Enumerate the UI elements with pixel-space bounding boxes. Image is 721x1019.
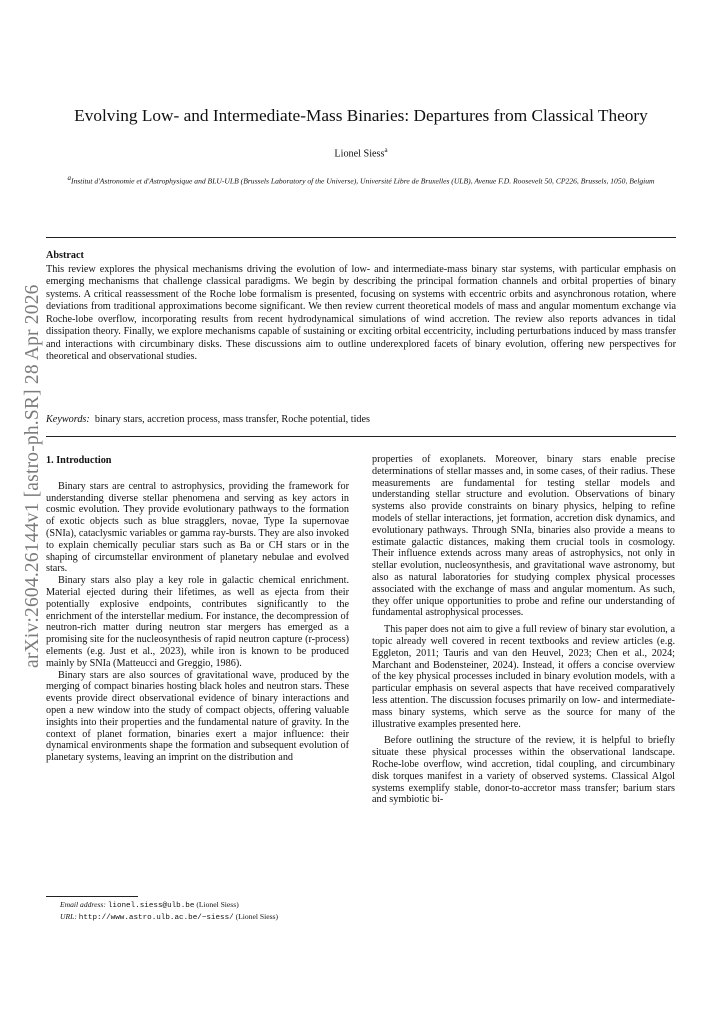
intro-paragraph: properties of exoplanets. Moreover, binary stars enable precise determinations of stellar masses and, in some cases, of their radius. These measurements are fundamental for testing stellar models and understanding stellar structure and evolution. Observations of binary systems also provide constraints on binary physics, helping to refine models of stellar interactions, jet formation, accretion disk dynamics, and evolutionary pathways. Through SNIa, binaries also provide a means to estimate galactic distances, making them crucial tools in cosmology. Their influence extends across many areas of astrophysics, not only in stellar evolution, nucleosynthesis, and gravitational wave astronomy, but also as natural laboratories for studying complex physical processes associated with the exchange of mass and angular momentum. As such, they offer unique opportunities to probe and refine our understanding of fundamental astrophysical processes. [372,454,675,619]
abstract-bottom-rule [46,436,676,437]
footnote-email-line [46,900,349,912]
author-line [46,146,676,159]
section-heading-introduction: 1. Introduction [46,455,112,466]
intro-paragraph: Binary stars also play a key role in galactic chemical enrichment. Material ejected during their lifetimes, as well as ejecta from their potentially explosive endpoints, contributes significantly to the enrichment of the interstellar medium. For instance, the decompression of neutron-rich matter during neutron star mergers has emerged as a promising site for the nucleosynthesis of rapid neutron capture (r-process) elements (e.g. Just et al., 2023), while iron is known to be produced mainly by SNIa (Matteucci and Greggio, 1986). [46,575,349,669]
email-owner: (Lionel Siess) [196,900,239,909]
paper-title: Evolving Low- and Intermediate-Mass Binaries: Departures from Classical Theory [74,106,648,125]
email-label: Email address: [60,900,106,909]
abstract-top-rule [46,237,676,238]
email-link[interactable]: lionel.siess@ulb.be [107,902,195,910]
arxiv-identifier[interactable]: arXiv:2604.26144v1 [astro-ph.SR] 28 Apr 2026 [22,284,43,668]
author-name: Lionel Siess [334,148,385,160]
abstract-heading: Abstract [46,250,84,261]
footnote-url-line [46,912,349,924]
url-link[interactable]: http://www.astro.ulb.ac.be/~siess/ [78,913,234,922]
intro-paragraph: Binary stars are also sources of gravitational wave, produced by the merging of compact binaries hosting black holes and neutron stars. These events provide direct observational evidence of binary interactions and open a new window into the study of compact objects, offering valuable insights into their properties and the fundamental nature of gravity. In the context of planet formation, binaries exert a major influence: their dynamical environments shape the formation and subsequent evolution of planetary systems, leaving an imprint on the distribution and [46,669,349,764]
intro-paragraph: This paper does not aim to give a full review of binary star evolution, a topic already well covered in recent textbooks and review articles (e.g. Eggleton, 2011; Tauris and van den Heuvel, 2023; Chen et al., 2024; Marchant and Bodensteiner, 2024). Instead, it offers a concise overview of the key physical processes included in binary evolution models, with a particular emphasis on several aspects that have received comparatively less attention. The discussion focuses primarily on low- and intermediate-mass binary systems, which serve as the source for many of the illustrative examples presented here. [372,624,675,730]
footnote [46,900,349,924]
intro-paragraph: Before outlining the structure of the review, it is helpful to briefly situate these physical processes within the observational landscape. Roche-lobe overflow, wind accretion, tidal coupling, and circumbinary disk torques manifest in a variety of observed systems. Classical Algol systems exemplify stable, donor-to-accretor mass transfer; barium stars and symbiotic bi- [372,735,675,806]
affiliation-mark: a [67,174,71,182]
url-label: URL: [60,911,77,921]
intro-paragraph: Binary stars are central to astrophysics, providing the framework for understanding diverse stellar phenomena and serving as key actors in cosmic evolution. They provide evolutionary pathways to the formation of exotic objects such as blue stragglers, novae, Type Ia supernovae (SNIa), cataclysmic variables or gamma ray-bursts. They are also invoked to explain chemically peculiar stars such as Ba or CH stars or in the shaping of circumstellar environment of planetary nebulae and evolved stars. [46,480,349,575]
keywords-text: binary stars, accretion process, mass transfer, Roche potential, tides [94,414,370,425]
left-column [46,455,349,764]
abstract-text: This review explores the physical mechanisms driving the evolution of low- and intermediate-mass binary star systems, with particular emphasis on emerging mechanisms that challenge classical paradigms. We begin by describing the principal formation channels and orbital properties of binary systems. A critical reassessment of the Roche lobe formalism is presented, focusing on systems with eccentric orbits and asynchronous rotation, where deviations from traditional approximations become significant. We then review current theoretical models of mass and angular momentum exchange via Roche-lobe overflow, incorporating results from recent hydrodynamical simulations of wind accretion. The review also reports advances in tidal dissipation theory. Finally, we explore mechanisms capable of sustaining or exciting orbital eccentricity, including perturbations induced by mass transfer and interactions with circumbinary disks. These discussions aim to outline underexplored facets of binary evolution, offering new perspectives for theoretical and observational studies. [46,264,676,363]
affiliation-text: Institut d'Astronomie et d'Astrophysique and BLU-ULB (Brussels Laboratory of the Universe), Université Libre de Bruxelles (ULB), Avenue F.D. Roosevelt 50, CP226, Brussels, 1050, Belgium [70,176,655,186]
keywords [46,414,370,425]
footnote-rule [46,896,138,897]
author-affiliation-mark: a [384,146,388,154]
right-column [372,454,675,806]
url-owner: (Lionel Siess) [235,911,279,921]
affiliation [60,173,662,187]
keywords-label: Keywords: [46,414,90,425]
